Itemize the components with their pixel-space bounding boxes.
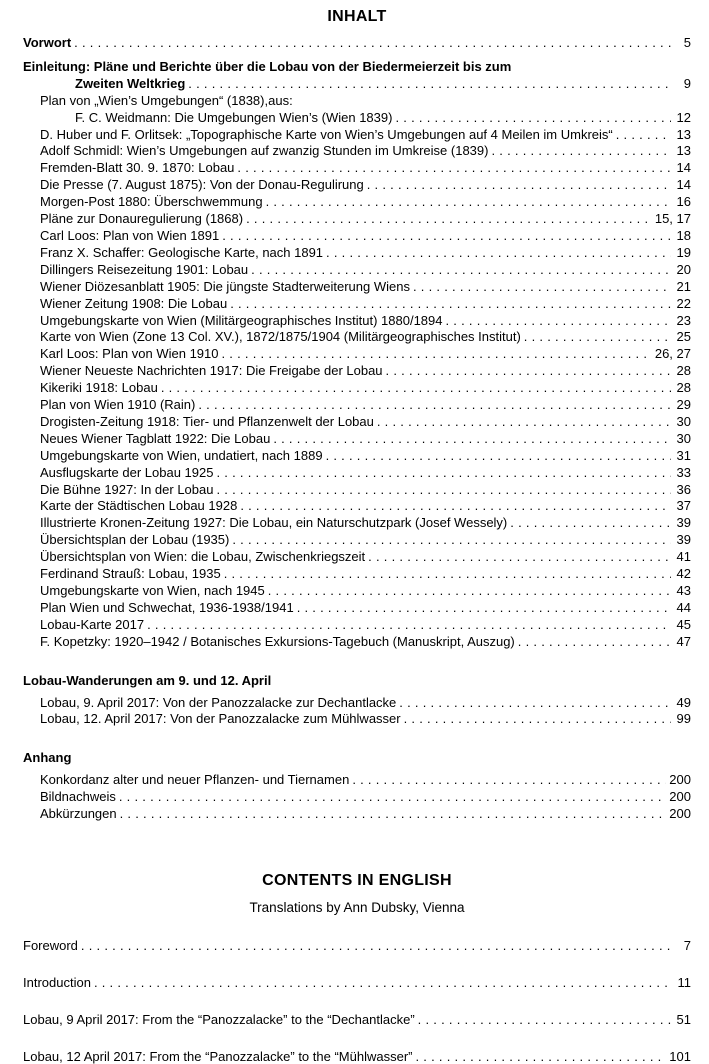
dot-leader: [404, 711, 671, 728]
toc-page-number: 49: [676, 694, 691, 710]
toc-entry: [23, 772, 691, 789]
toc-entry: [23, 1011, 691, 1028]
toc-entry: [23, 363, 691, 380]
toc-page-number: 33: [676, 464, 691, 480]
toc-page-number: 28: [676, 363, 691, 379]
toc-page-number: 13: [676, 143, 691, 159]
toc-entry-text: Introduction: [23, 974, 91, 990]
dot-leader: [352, 772, 666, 789]
toc-entry-text: Die Bühne 1927: In der Lobau: [40, 481, 214, 497]
toc-entry-text: Karte von Wien (Zone 13 Col. XV.), 1872/1875/1904 (Militärgeographisches Institut): [40, 329, 521, 345]
toc-page-number: 14: [676, 177, 691, 193]
dot-leader: [367, 177, 671, 194]
toc-entry-text: Ferdinand Strauß: Lobau, 1935: [40, 566, 221, 582]
toc-page-number: 39: [676, 515, 691, 531]
dot-leader: [297, 600, 671, 617]
toc-entry: [23, 617, 691, 634]
toc-entry: [23, 93, 691, 110]
toc-entry: [23, 76, 691, 93]
toc-page-number: 21: [676, 278, 691, 294]
toc-page-number: 45: [676, 616, 691, 632]
toc-page-number: 7: [683, 937, 691, 953]
page-title: INHALT: [327, 8, 387, 25]
toc-entry-text: Adolf Schmidl: Wien’s Umgebungen auf zwanzig Stunden im Umkreise (1839): [40, 143, 489, 159]
toc-entry: [23, 482, 691, 499]
toc-entry: [23, 1048, 691, 1064]
toc-entry-text: Carl Loos: Plan von Wien 1891: [40, 227, 220, 243]
toc-entry-text: Umgebungskarte von Wien, nach 1945: [40, 583, 265, 598]
toc-entry-text: Vorwort: [23, 35, 72, 50]
toc-page-number: 11: [677, 974, 691, 990]
toc-page-number: 39: [676, 532, 691, 548]
toc-entry-text: Kikeriki 1918: Lobau: [40, 380, 158, 396]
toc-entry-text: Umgebungskarte von Wien (Militärgeographisches Institut) 1880/1894: [40, 312, 443, 328]
toc-entry: [23, 110, 691, 127]
toc-entry-text: Franz X. Schaffer: Geologische Karte, nach 1891: [40, 244, 324, 260]
toc-entry: [23, 279, 691, 296]
toc-entry: [23, 245, 691, 262]
toc-page-number: 200: [669, 789, 691, 805]
toc-page-number: 12: [676, 109, 691, 125]
dot-leader: [246, 211, 652, 228]
toc-entry: [23, 634, 691, 651]
dot-leader: [415, 1048, 666, 1064]
dot-leader: [161, 380, 671, 397]
dot-leader: [240, 498, 671, 515]
toc-entry-text: Konkordanz alter und neuer Pflanzen- und Tiernamen: [40, 772, 350, 788]
toc-page-number: 37: [676, 498, 691, 514]
dot-leader: [510, 515, 671, 532]
toc-entry-text: Übersichtsplan der Lobau (1935): [40, 532, 230, 548]
english-section-header: [23, 871, 691, 916]
toc-entry: [23, 515, 691, 532]
toc-entry-text: Lobau-Wanderungen am 9. und 12. April: [23, 672, 272, 688]
toc-entry-text: D. Huber und F. Orlitsek: „Topographische Karte von Wien’s Umgebungen auf 4 Meilen im Umkreis“: [40, 126, 613, 142]
toc-entry: [23, 177, 691, 194]
toc-entry: [23, 974, 691, 991]
toc-page-number: 18: [676, 227, 691, 243]
toc-page-number: 28: [676, 380, 691, 396]
toc-entry: [23, 695, 691, 712]
toc-entry-text: Die Presse (7. August 1875): Von der Donau-Regulirung: [40, 177, 364, 193]
toc-entry: [23, 566, 691, 583]
toc-entry-text: Umgebungskarte von Wien, undatiert, nach 1889: [40, 447, 323, 463]
toc-entry-text: F. C. Weidmann: Die Umgebungen Wien’s (Wien 1839): [75, 109, 393, 125]
toc-page-number: 30: [676, 413, 691, 429]
dot-leader: [368, 549, 671, 566]
dot-leader: [491, 143, 671, 160]
dot-leader: [273, 431, 671, 448]
toc-entry: [23, 465, 691, 482]
toc-entry-text: Zweiten Weltkrieg: [75, 75, 186, 91]
toc-entry-text: Lobau, 12. April 2017: Von der Panozzalacke zum Mühlwasser: [40, 711, 401, 727]
toc-page-number: 31: [676, 447, 691, 463]
toc-entry-text: Wiener Diözesanblatt 1905: Die jüngste Stadterweiterung Wiens: [40, 278, 410, 294]
toc-section-heading: [23, 750, 691, 767]
dot-leader: [395, 110, 671, 127]
toc-entry-text: Lobau, 9 April 2017: From the “Panozzalacke” to the “Dechantlacke”: [23, 1011, 415, 1027]
german-toc-list: [23, 35, 691, 823]
toc-entry: [23, 262, 691, 279]
toc-entry: [23, 583, 691, 600]
toc-entry: [23, 35, 691, 52]
toc-entry: [23, 380, 691, 397]
toc-page-number: 99: [676, 711, 691, 727]
dot-leader: [413, 279, 671, 296]
toc-entry-text: Drogisten-Zeitung 1918: Tier- und Pflanzenwelt der Lobau: [40, 413, 374, 429]
dot-leader: [188, 76, 671, 93]
toc-page-number: 13: [676, 126, 691, 142]
toc-entry: [23, 789, 691, 806]
dot-leader: [222, 346, 652, 363]
toc-entry-text: Illustrierte Kronen-Zeitung 1927: Die Lobau, ein Naturschutzpark (Josef Wessely): [40, 515, 508, 531]
english-contents-title: CONTENTS IN ENGLISH: [262, 871, 452, 889]
toc-entry: [23, 228, 691, 245]
toc-page-number: 19: [676, 244, 691, 260]
toc-page-number: 14: [676, 160, 691, 176]
toc-entry-text: Plan Wien und Schwechat, 1936-1938/1941: [40, 599, 294, 615]
toc-entry: [23, 600, 691, 617]
dot-leader: [518, 634, 671, 651]
english-toc-list: [23, 937, 691, 1064]
toc-page-number: 9: [683, 75, 691, 91]
dot-leader: [418, 1011, 671, 1028]
toc-page-number: 44: [676, 599, 691, 615]
toc-page-number: 41: [676, 549, 691, 565]
toc-page-number: 20: [676, 261, 691, 277]
translator-credit: Translations by Ann Dubsky, Vienna: [249, 899, 465, 915]
toc-entry: [23, 296, 691, 313]
toc-entry-text: Karl Loos: Plan von Wien 1910: [40, 346, 219, 362]
toc-entry: [23, 194, 691, 211]
dot-leader: [81, 937, 671, 954]
toc-page-number: 5: [683, 35, 691, 50]
toc-entry: [23, 532, 691, 549]
toc-entry-text: Ausflugskarte der Lobau 1925: [40, 464, 214, 480]
dot-leader: [224, 566, 671, 583]
toc-entry: [23, 397, 691, 414]
toc-section-heading: [23, 673, 691, 690]
toc-entry: [23, 313, 691, 330]
dot-leader: [216, 465, 671, 482]
toc-entry-text: Karte der Städtischen Lobau 1928: [40, 498, 238, 514]
toc-entry: [23, 329, 691, 346]
toc-entry: [23, 160, 691, 177]
dot-leader: [251, 262, 671, 279]
toc-entry: [23, 498, 691, 515]
dot-leader: [198, 397, 671, 414]
dot-leader: [326, 245, 671, 262]
toc-entry-text: Fremden-Blatt 30. 9. 1870: Lobau: [40, 160, 235, 176]
toc-entry: [23, 937, 691, 954]
toc-page-number: 22: [676, 295, 691, 311]
dot-leader: [120, 806, 667, 823]
toc-entry: [23, 211, 691, 228]
toc-entry-text: Morgen-Post 1880: Überschwemmung: [40, 194, 263, 210]
toc-entry: [23, 127, 691, 144]
dot-leader: [230, 296, 671, 313]
toc-entry-text: Dillingers Reisezeitung 1901: Lobau: [40, 261, 249, 277]
toc-page-number: 23: [676, 312, 691, 328]
toc-entry-text: Bildnachweis: [40, 789, 116, 805]
dot-leader: [446, 313, 672, 330]
toc-page-number: 15, 17: [654, 211, 691, 227]
toc-entry-text: Wiener Zeitung 1908: Die Lobau: [40, 295, 228, 311]
toc-entry-text: Wiener Neueste Nachrichten 1917: Die Freigabe der Lobau: [40, 363, 383, 379]
dot-leader: [237, 160, 671, 177]
toc-entry: [23, 143, 691, 160]
toc-entry-text: Anhang: [23, 750, 72, 766]
toc-entry-text: Lobau, 9. April 2017: Von der Panozzalacke zur Dechantlacke: [40, 694, 397, 710]
toc-entry-text: Einleitung: Pläne und Berichte über die Lobau von der Biedermeierzeit bis zum: [23, 58, 512, 74]
toc-page-number: 16: [676, 194, 691, 210]
dot-leader: [399, 695, 671, 712]
dot-leader: [524, 329, 671, 346]
dot-leader: [147, 617, 671, 634]
toc-entry-text: Foreword: [23, 937, 78, 953]
toc-entry-text: Pläne zur Donauregulierung (1868): [40, 211, 244, 227]
toc-page-number: 36: [676, 481, 691, 497]
toc-entry-text: Neues Wiener Tagblatt 1922: Die Lobau: [40, 430, 271, 446]
toc-page-number: 30: [676, 430, 691, 446]
dot-leader: [326, 448, 671, 465]
toc-entry: [23, 346, 691, 363]
toc-entry-text: Lobau, 12 April 2017: From the “Panozzalacke” to the “Mühlwasser”: [23, 1048, 413, 1064]
toc-entry: [23, 414, 691, 431]
toc-entry-text: Plan von „Wien’s Umgebungen“ (1838),aus:: [40, 92, 293, 108]
toc-page-number: 25: [676, 329, 691, 345]
toc-page-number: 42: [676, 566, 691, 582]
toc-page-number: 101: [669, 1048, 691, 1064]
toc-entry: [23, 711, 691, 728]
toc-entry-text: F. Kopetzky: 1920–1942 / Botanisches Exkursions-Tagebuch (Manuskript, Auszug): [40, 633, 515, 649]
toc-page-number: 47: [676, 633, 691, 649]
dot-leader: [268, 583, 671, 600]
toc-page-number: 51: [676, 1011, 691, 1027]
toc-entry-text: Übersichtsplan von Wien: die Lobau, Zwischenkriegszeit: [40, 549, 366, 565]
toc-page-number: 29: [676, 397, 691, 413]
toc-entry: [23, 448, 691, 465]
toc-entry: [23, 431, 691, 448]
toc-page-number: 200: [669, 806, 691, 822]
dot-leader: [74, 35, 671, 52]
toc-entry-text: Plan von Wien 1910 (Rain): [40, 397, 196, 413]
toc-page-number: 200: [669, 772, 691, 788]
toc-page-number: 26, 27: [654, 346, 691, 362]
toc-page-number: 43: [676, 583, 691, 598]
dot-leader: [119, 789, 666, 806]
dot-leader: [232, 532, 671, 549]
toc-entry-text: Lobau-Karte 2017: [40, 616, 145, 632]
dot-leader: [222, 228, 671, 245]
dot-leader: [616, 127, 671, 144]
dot-leader: [386, 363, 671, 380]
dot-leader: [377, 414, 671, 431]
dot-leader: [266, 194, 671, 211]
toc-entry: [23, 806, 691, 823]
dot-leader: [216, 482, 671, 499]
toc-entry-text: Abkürzungen: [40, 806, 117, 822]
dot-leader: [94, 974, 671, 991]
toc-entry: [23, 549, 691, 566]
toc-section-heading: [23, 59, 691, 76]
